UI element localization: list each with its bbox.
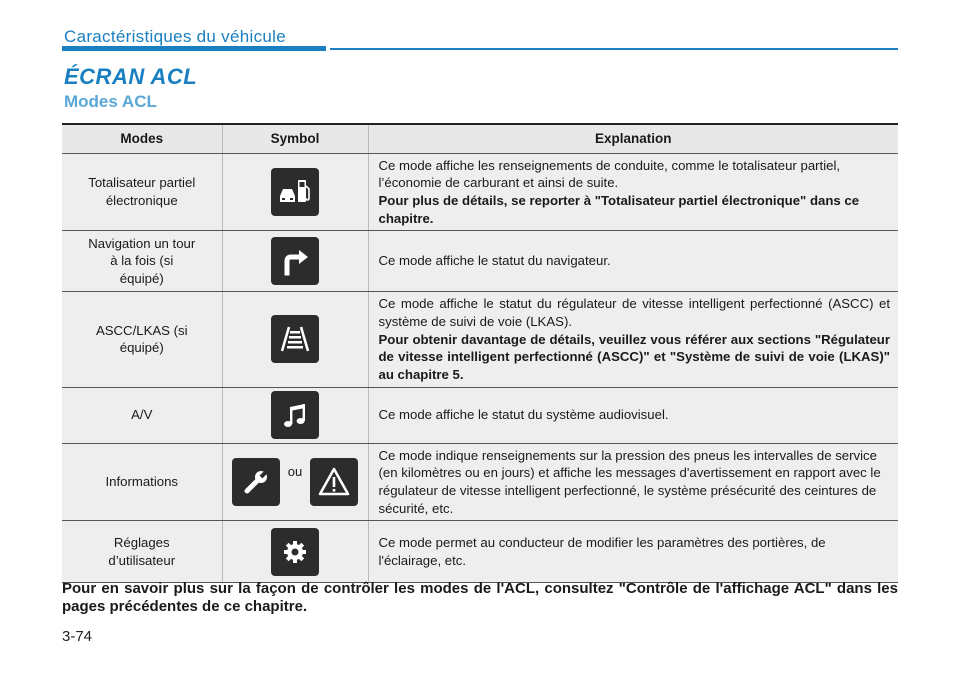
mode-label: Totalisateur partiel électronique <box>88 175 196 208</box>
explanation-cell <box>368 292 898 387</box>
table-row <box>62 153 898 231</box>
header-rule-thick <box>62 46 326 51</box>
chapter-title: Caractéristiques du véhicule <box>64 27 286 46</box>
header-symbol: Symbol <box>222 124 368 153</box>
table-row <box>62 387 898 443</box>
explanation-text: Ce mode affiche le statut du navigateur. <box>378 253 611 269</box>
symbol-cell <box>222 231 368 292</box>
symbol-cell <box>222 292 368 387</box>
explanation-cell <box>368 443 898 521</box>
music-note-icon <box>271 391 319 439</box>
explanation-reference: Pour obtenir davantage de détails, veuillez vous référer aux sections "Régulateur de vitesse intelligent perfectionné (ASCC)" et "Système de suivi de voie (LKAS)" au chapitre 5. <box>378 331 890 382</box>
header-rule-thin <box>330 48 898 50</box>
symbol-pair <box>232 458 358 506</box>
turn-right-arrow-icon <box>271 237 319 285</box>
warning-triangle-icon <box>310 458 358 506</box>
mode-label: Navigation un tour à la fois (si équipé) <box>88 235 196 287</box>
mode-cell <box>62 387 222 443</box>
lane-assist-icon <box>271 315 319 363</box>
explanation-cell <box>368 153 898 231</box>
mode-cell <box>62 521 222 583</box>
symbol-cell <box>222 521 368 583</box>
symbol-cell <box>222 387 368 443</box>
section-subtitle: Modes ACL <box>64 92 157 111</box>
explanation-text: Ce mode affiche le statut du régulateur de vitesse intelligent perfectionné (ASCC) et système de suivi de voie (LKAS). <box>378 296 890 329</box>
mode-label: Réglages d’utilisateur <box>108 535 176 568</box>
explanation-cell <box>368 521 898 583</box>
page-number: 3-74 <box>62 628 93 645</box>
symbol-cell <box>222 443 368 521</box>
mode-label: ASCC/LKAS (si équipé) <box>95 322 188 356</box>
mode-label: Informations <box>105 474 179 490</box>
footnote: Pour en savoir plus sur la façon de contrôler les modes de l'ACL, consultez "Contrôle de l'affichage ACL" dans les pages précédentes de ce chapitre. <box>62 580 898 615</box>
mode-cell <box>62 443 222 521</box>
modes-table <box>62 123 898 583</box>
mode-cell <box>62 153 222 231</box>
symbol-cell <box>222 153 368 231</box>
section-title: ÉCRAN ACL <box>64 64 198 89</box>
table-row <box>62 292 898 387</box>
fuel-car-icon <box>271 168 319 216</box>
table-row <box>62 443 898 521</box>
mode-cell <box>62 292 222 387</box>
wrench-icon <box>232 458 280 506</box>
header-explanation: Explanation <box>368 124 898 153</box>
table-row <box>62 231 898 292</box>
gear-icon <box>271 528 319 576</box>
explanation-cell <box>368 231 898 292</box>
explanation-text: Ce mode affiche le statut du système audiovisuel. <box>378 407 669 423</box>
header-modes: Modes <box>62 124 222 153</box>
mode-cell <box>62 231 222 292</box>
explanation-reference: Pour plus de détails, se reporter à "Totalisateur partiel électronique" dans ce chapitre. <box>378 192 860 226</box>
table-header-row <box>62 124 898 153</box>
explanation-text: Ce mode affiche les renseignements de conduite, comme le totalisateur partiel, l’économie de carburant et ainsi de suite. <box>378 157 841 191</box>
table-row <box>62 521 898 583</box>
explanation-cell <box>368 387 898 443</box>
mode-label: A/V <box>131 407 153 423</box>
explanation-text: Ce mode permet au conducteur de modifier les paramètres des portières, de l'éclairage, etc. <box>378 535 826 568</box>
explanation-text: Ce mode indique renseignements sur la pression des pneus les intervalles de service (en kilomètres ou en jours) et affiche les messages d'avertissement en rapport avec le régulateur de vitesse intelligent perfectionné, le système présécurité des ceintures de sécurité, etc. <box>378 447 881 516</box>
or-label: ou <box>287 464 303 480</box>
